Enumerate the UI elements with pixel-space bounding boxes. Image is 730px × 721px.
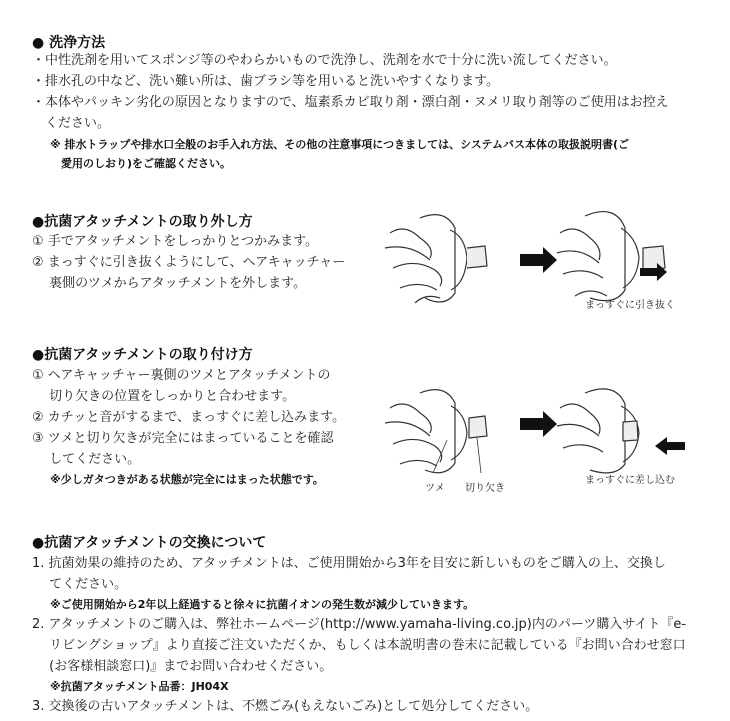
arrow-right-icon — [520, 411, 557, 437]
wash-note: ※ 排水トラップや排水口全般のお手入れ方法、その他の注意事項につきましては、システムバス本体の取扱説明書(ご — [50, 138, 630, 151]
removal-step: ② まっすぐに引き抜くようにして、ヘアキャッチャー — [32, 255, 346, 270]
wash-line: ください。 — [32, 116, 111, 131]
attach-step: ② カチッと音がするまで、まっすぐに差し込みます。 — [32, 410, 346, 425]
wash-line: ・中性洗剤を用いてスポンジ等のやわらかいもので洗浄し、洗剤を水で十分に洗い流してください。 — [32, 53, 617, 68]
attach-step: してください。 — [32, 452, 141, 467]
wash-heading: ● 洗浄方法 — [32, 35, 106, 51]
replace-item: てください。 — [32, 577, 128, 592]
attach-note: ※少しガタつきがある状態が完全にはまった状態です。 — [50, 473, 324, 486]
replace-item: (お客様相談窓口)』までお問い合わせください。 — [32, 659, 333, 674]
wash-line: ・本体やパッキン劣化の原因となりますので、塩素系カビ取り剤・漂白剤・ヌメリ取り剤等のご使用はお控え — [32, 95, 669, 110]
replace-item: 2. アタッチメントのご購入は、弊社ホームページ(http://www.yamaha-living.co.jp)内のパーツ購入サイト『e- — [32, 617, 687, 632]
replace-heading: ●抗菌アタッチメントの交換について — [32, 535, 267, 551]
attach-heading: ●抗菌アタッチメントの取り付け方 — [32, 347, 253, 363]
wash-line: ・排水孔の中など、洗い難い所は、歯ブラシ等を用いると洗いやすくなります。 — [32, 74, 499, 89]
replace-item: 1. 抗菌効果の維持のため、アタッチメントは、ご使用開始から3年を目安に新しいものをご購入の上、交換し — [32, 556, 666, 571]
label-kirikaki: 切り欠き — [465, 483, 505, 494]
replace-note: ※ご使用開始から2年以上経過すると徐々に抗菌イオンの発生数が減少していきます。 — [50, 598, 475, 611]
removal-heading: ●抗菌アタッチメントの取り外し方 — [32, 214, 253, 230]
attach-caption: まっすぐに差し込む — [585, 475, 675, 486]
removal-step: 裏側のツメからアタッチメントを外します。 — [32, 276, 307, 291]
removal-caption: まっすぐに引き抜く — [585, 300, 675, 311]
attach-step: ③ ツメと切り欠きが完全にはまっていることを確認 — [32, 431, 334, 446]
attach-step: ① ヘアキャッチャー裏側のツメとアタッチメントの — [32, 368, 331, 383]
replace-note: ※抗菌アタッチメント品番：JH04X — [50, 680, 229, 693]
replace-item: 3. 交換後の古いアタッチメントは、不燃ごみ(もえないごみ)として処分してください。 — [32, 699, 539, 714]
wash-note: 愛用のしおり)をご確認ください。 — [50, 157, 232, 170]
arrow-left-icon — [655, 437, 685, 455]
arrow-right-icon — [520, 247, 557, 273]
replace-item: リビングショップ』より直接ご注文いただくか、もしくは本説明書の巻末に記載している『お問い合わせ窓口 — [32, 638, 686, 653]
attach-step: 切り欠きの位置をしっかりと合わせます。 — [32, 389, 296, 404]
label-tsume: ツメ — [425, 483, 445, 494]
removal-step: ① 手でアタッチメントをしっかりとつかみます。 — [32, 234, 319, 249]
